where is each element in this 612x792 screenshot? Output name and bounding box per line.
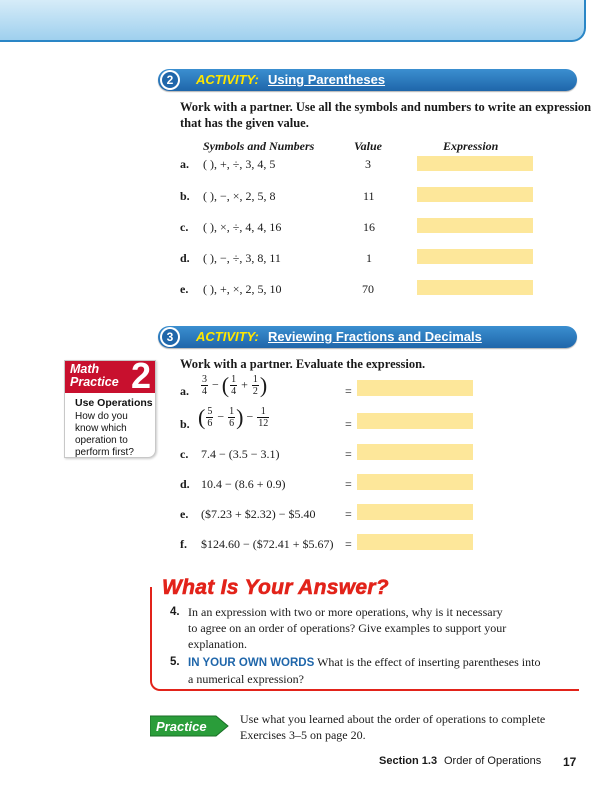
equals-sign: =: [345, 384, 352, 398]
evaluate-answer-box[interactable]: [357, 474, 473, 490]
row-symbols: ( ), +, ×, 2, 5, 10: [203, 282, 282, 296]
evaluate-answer-box[interactable]: [357, 534, 473, 550]
row-value: 3: [365, 157, 371, 171]
row-letter: b.: [180, 189, 190, 203]
footer-section: Section 1.3: [379, 755, 438, 767]
question-number: 5.: [170, 656, 180, 668]
fraction-expression-b: ( $\frac{5}{6}$ − $\frac{1}{6}$ ) − $\frac{1}{12}$: [198, 404, 269, 430]
math-practice-number: 2: [130, 355, 151, 396]
row-letter: b.: [180, 417, 190, 431]
row-value: 70: [362, 282, 374, 296]
expression-answer-box[interactable]: [417, 280, 533, 295]
activity-number-badge: 2: [160, 70, 180, 90]
practice-text: Use what you learned about the order of operations to complete Exercises 3–5 on page 20.: [240, 712, 546, 742]
activity-number-badge: 3: [160, 327, 180, 347]
row-letter: d.: [180, 251, 190, 265]
activity-title: Reviewing Fractions and Decimals: [268, 329, 482, 344]
row-symbols: ( ), ×, ÷, 4, 4, 16: [203, 220, 282, 234]
footer-title: Order of Operations: [444, 755, 542, 767]
math-practice-body: How do you know which operation to perform first?: [75, 411, 134, 458]
equals-sign: =: [345, 477, 352, 491]
expression-text: 7.4 − (3.5 − 3.1): [201, 447, 280, 461]
math-practice-header: [65, 355, 155, 396]
evaluate-answer-box[interactable]: [357, 504, 473, 520]
row-letter: c.: [180, 447, 189, 461]
header-band: [0, 0, 586, 42]
question-4-text: In an expression with two or more operations, why is it necessary to agree on an order of operations? Give examples to support your explanation.: [188, 605, 507, 651]
equals-sign: =: [345, 507, 352, 521]
activity-3-instructions: Work with a partner. Evaluate the expression.: [180, 357, 426, 371]
row-value: 16: [363, 220, 375, 234]
evaluate-answer-box[interactable]: [357, 413, 473, 429]
math-practice-subtitle: Use Operations: [75, 397, 153, 409]
activity-title: Using Parentheses: [268, 72, 386, 87]
math-practice-title: Math Practice: [70, 362, 119, 389]
expression-answer-box[interactable]: [417, 218, 533, 233]
expression-answer-box[interactable]: [417, 156, 533, 171]
column-header-symbols: Symbols and Numbers: [203, 139, 315, 153]
math-practice-sidebar: [64, 355, 156, 458]
activity-3-header: [158, 326, 577, 348]
column-header-value: Value: [354, 139, 383, 153]
row-value: 11: [363, 189, 375, 203]
expression-answer-box[interactable]: [417, 249, 533, 264]
expression-text: 10.4 − (8.6 + 0.9): [201, 477, 286, 491]
row-letter: f.: [180, 537, 187, 551]
expression-text: $124.60 − ($72.41 + $5.67): [201, 537, 334, 551]
row-symbols: ( ), +, ÷, 3, 4, 5: [203, 157, 276, 171]
row-letter: e.: [180, 282, 189, 296]
equals-sign: =: [345, 537, 352, 551]
question-5-text: IN YOUR OWN WORDS What is the effect of inserting parentheses into a numerical expression?: [188, 655, 541, 686]
row-symbols: ( ), −, ×, 2, 5, 8: [203, 189, 276, 203]
expression-text: ($7.23 + $2.32) − $5.40: [201, 507, 316, 521]
question-number: 4.: [170, 606, 180, 618]
row-letter: c.: [180, 220, 189, 234]
expression-answer-box[interactable]: [417, 187, 533, 202]
evaluate-answer-box[interactable]: [357, 380, 473, 396]
row-letter: e.: [180, 507, 189, 521]
equals-sign: =: [345, 447, 352, 461]
fraction-expression-a: $\frac{3}{4}$ − ( $\frac{1}{4}$ + $\frac{1}{2}$ ): [202, 372, 268, 398]
column-header-expression: Expression: [443, 139, 499, 153]
row-letter: a.: [180, 157, 189, 171]
activity-2-header: [158, 69, 577, 91]
row-symbols: ( ), −, ÷, 3, 8, 11: [203, 251, 281, 265]
row-value: 1: [366, 251, 372, 265]
page-number: 17: [563, 755, 577, 769]
evaluate-answer-box[interactable]: [357, 444, 473, 460]
what-is-your-answer-title: What Is Your Answer?: [162, 576, 389, 599]
row-letter: a.: [180, 384, 189, 398]
row-letter: d.: [180, 477, 190, 491]
in-your-own-words-label: IN YOUR OWN WORDS: [188, 657, 315, 669]
activity-label: ACTIVITY:: [196, 329, 259, 344]
practice-tag-label: Practice: [156, 719, 207, 734]
practice-arrow-icon[interactable]: [150, 714, 230, 738]
activity-label: ACTIVITY:: [196, 72, 259, 87]
equals-sign: =: [345, 417, 352, 431]
activity-2-instructions: Work with a partner. Use all the symbols and numbers to write an expression that has the given value.: [180, 100, 592, 130]
